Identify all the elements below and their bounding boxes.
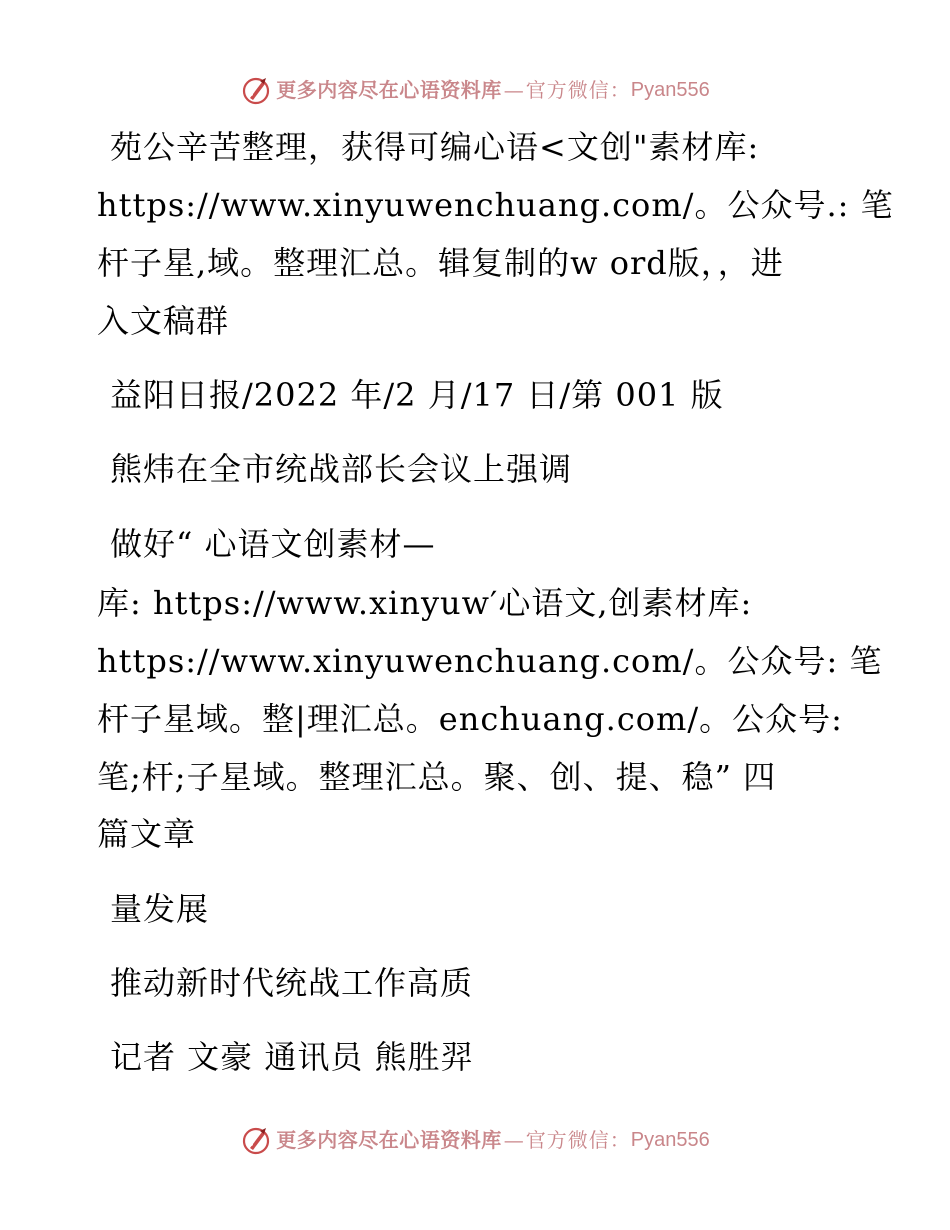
body-line-7: 做好“ 心语文创素材—: [110, 525, 436, 563]
body-line-2: https://www.xinyuwenchuang.com/。公众号.: 笔: [97, 186, 894, 224]
body-line-3: 杆子星,域。整理汇总。辑复制的w ord版，，进: [97, 244, 784, 282]
quill-logo-icon: [240, 1124, 272, 1156]
body-line-15: 记者 文豪 通讯员 熊胜羿: [110, 1038, 474, 1076]
header-banner: [0, 74, 950, 106]
body-line-10: 杆子星域。整|理汇总。enchuang.com/。公众号:: [97, 700, 843, 738]
banner-dash: —: [503, 1128, 524, 1152]
banner-main-text: 更多内容尽在心语资料库: [276, 1128, 502, 1152]
body-line-14: 推动新时代统战工作高质: [110, 964, 474, 1002]
banner-wechat-id: Pyan556: [630, 1129, 710, 1151]
body-line-5: 益阳日报/2022 年/2 月/17 日/第 001 版: [110, 376, 724, 414]
banner-dash: —: [503, 78, 524, 102]
body-line-8: 库: https://www.xinyuw′心语文,创素材库:: [97, 584, 753, 622]
body-line-11: 笔;杆;子星域。整理汇总。聚、创、提、稳” 四: [97, 758, 777, 796]
body-line-12: 篇文章: [97, 815, 197, 853]
banner-main-text: 更多内容尽在心语资料库: [276, 78, 502, 102]
quill-logo-icon: [240, 74, 272, 106]
body-line-9: https://www.xinyuwenchuang.com/。公众号: 笔: [97, 642, 883, 680]
body-line-13: 量发展: [110, 890, 210, 928]
banner-wechat-id: Pyan556: [630, 79, 710, 101]
body-line-4: 入文稿群: [97, 302, 230, 340]
banner-wechat-label: 官方微信：: [525, 1128, 631, 1152]
footer-banner: [0, 1124, 950, 1156]
body-line-1: 苑公辛苦整理，获得可编心语<文创"素材库:: [110, 128, 760, 166]
body-line-6: 熊炜在全市统战部长会议上强调: [110, 450, 573, 488]
banner-wechat-label: 官方微信：: [525, 78, 631, 102]
